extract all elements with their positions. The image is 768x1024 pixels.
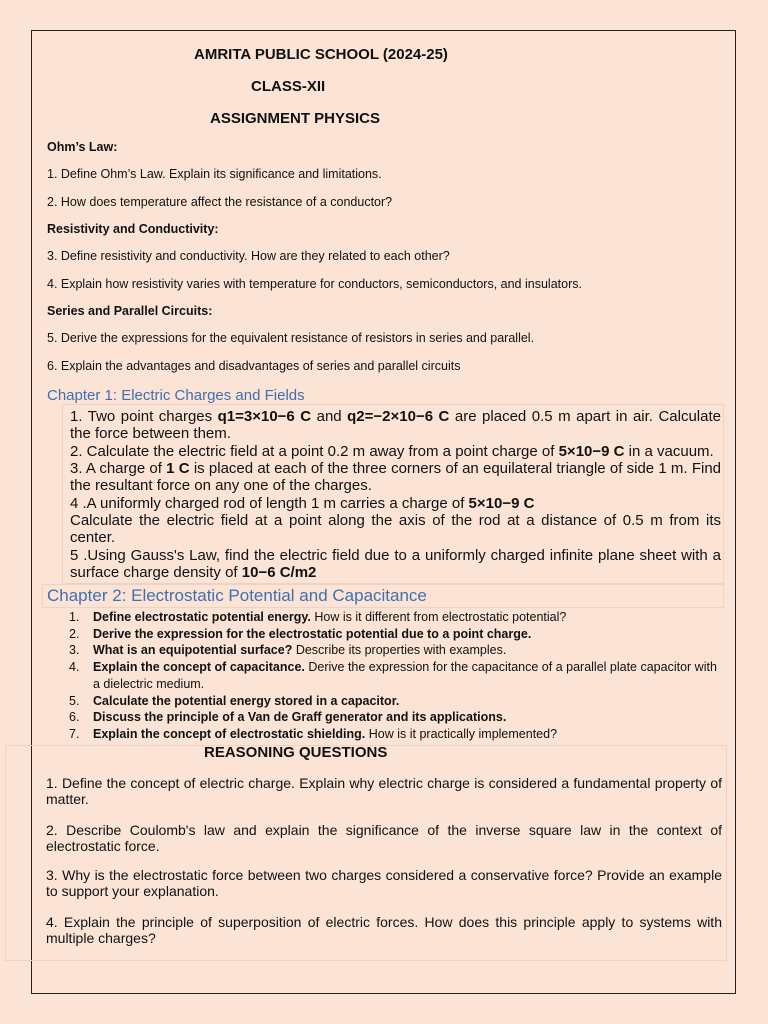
question: 2. How does temperature affect the resistance of a conductor? (47, 195, 393, 209)
question: 3. Define resistivity and conductivity. How are they related to each other? (47, 249, 450, 263)
chapter-2-heading: Chapter 2: Electrostatic Potential and Capacitance (47, 586, 427, 605)
list-item: 4. Explain the concept of capacitance. Derive the expression for the capacitance of a parallel plate capacitor with a dielectric medium. (69, 660, 717, 691)
chapter-1-question-1: 1. Two point charges q1=3×10−6 C and q2=−2×10−6 C are placed 0.5 m apart in air. Calculate the force between them. (70, 408, 721, 442)
class-title: CLASS-XII (251, 78, 326, 95)
section-heading: Series and Parallel Circuits: (47, 304, 213, 318)
assignment-title: ASSIGNMENT PHYSICS (210, 110, 381, 127)
school-title: AMRITA PUBLIC SCHOOL (2024-25) (194, 46, 448, 63)
list-item: 7. Explain the concept of electrostatic shielding. How is it practically implemented? (69, 726, 558, 741)
list-item: 3. What is an equipotential surface? Describe its properties with examples. (69, 643, 507, 658)
chapter-1-question-4: 4 .A uniformly charged rod of length 1 m carries a charge of 5×10−9 C (70, 495, 535, 512)
question: 6. Explain the advantages and disadvantages of series and parallel circuits (47, 359, 461, 373)
chapter-1-question-3: 3. A charge of 1 C is placed at each of the three corners of an equilateral triangle of side 1 m. Find the resultant force on any one of the charges. (70, 460, 722, 494)
chapter-1-heading: Chapter 1: Electric Charges and Fields (47, 387, 305, 404)
question: 4. Explain how resistivity varies with temperature for conductors, semiconductors, and insulators. (47, 277, 582, 291)
reasoning-question: 2. Describe Coulomb's law and explain the significance of the inverse square law in the context of electrostatic force. (46, 822, 722, 854)
chapter-1-question-5: 5 .Using Gauss's Law, find the electric field due to a uniformly charged infinite plane sheet with a surface charge density of 10−6 C/m2 (70, 547, 721, 581)
list-item: 1. Define electrostatic potential energy. How is it different from electrostatic potential? (69, 610, 567, 624)
reasoning-question: 1. Define the concept of electric charge. Explain why electric charge is considered a fundamental property of matter. (46, 775, 722, 807)
question: 1. Define Ohm’s Law. Explain its significance and limitations. (47, 167, 382, 181)
list-item: 2. Derive the expression for the electrostatic potential due to a point charge. (69, 626, 532, 641)
reasoning-question: 3. Why is the electrostatic force between two charges considered a conservative force? Provide an example to support your explanation. (46, 867, 722, 899)
section-heading: Ohm’s Law: (47, 140, 118, 154)
list-item: 6. Discuss the principle of a Van de Graff generator and its applications. (69, 710, 507, 725)
section-heading: Resistivity and Conductivity: (47, 222, 219, 236)
chapter-2-list (62, 609, 724, 743)
chapter-1-question-2: 2. Calculate the electric field at a point 0.2 m away from a point charge of 5×10−9 C in a vacuum. (70, 443, 714, 460)
chapter-1-question-4-part: Calculate the electric field at a point along the axis of the rod at a distance of 0.5 m from its center. (70, 512, 721, 546)
list-item: 5. Calculate the potential energy stored in a capacitor. (69, 693, 400, 708)
question: 5. Derive the expressions for the equivalent resistance of resistors in series and parallel. (47, 331, 535, 345)
reasoning-question: 4. Explain the principle of superposition of electric forces. How does this principle apply to systems with multiple charges? (46, 914, 722, 946)
reasoning-heading: REASONING QUESTIONS (204, 744, 388, 761)
